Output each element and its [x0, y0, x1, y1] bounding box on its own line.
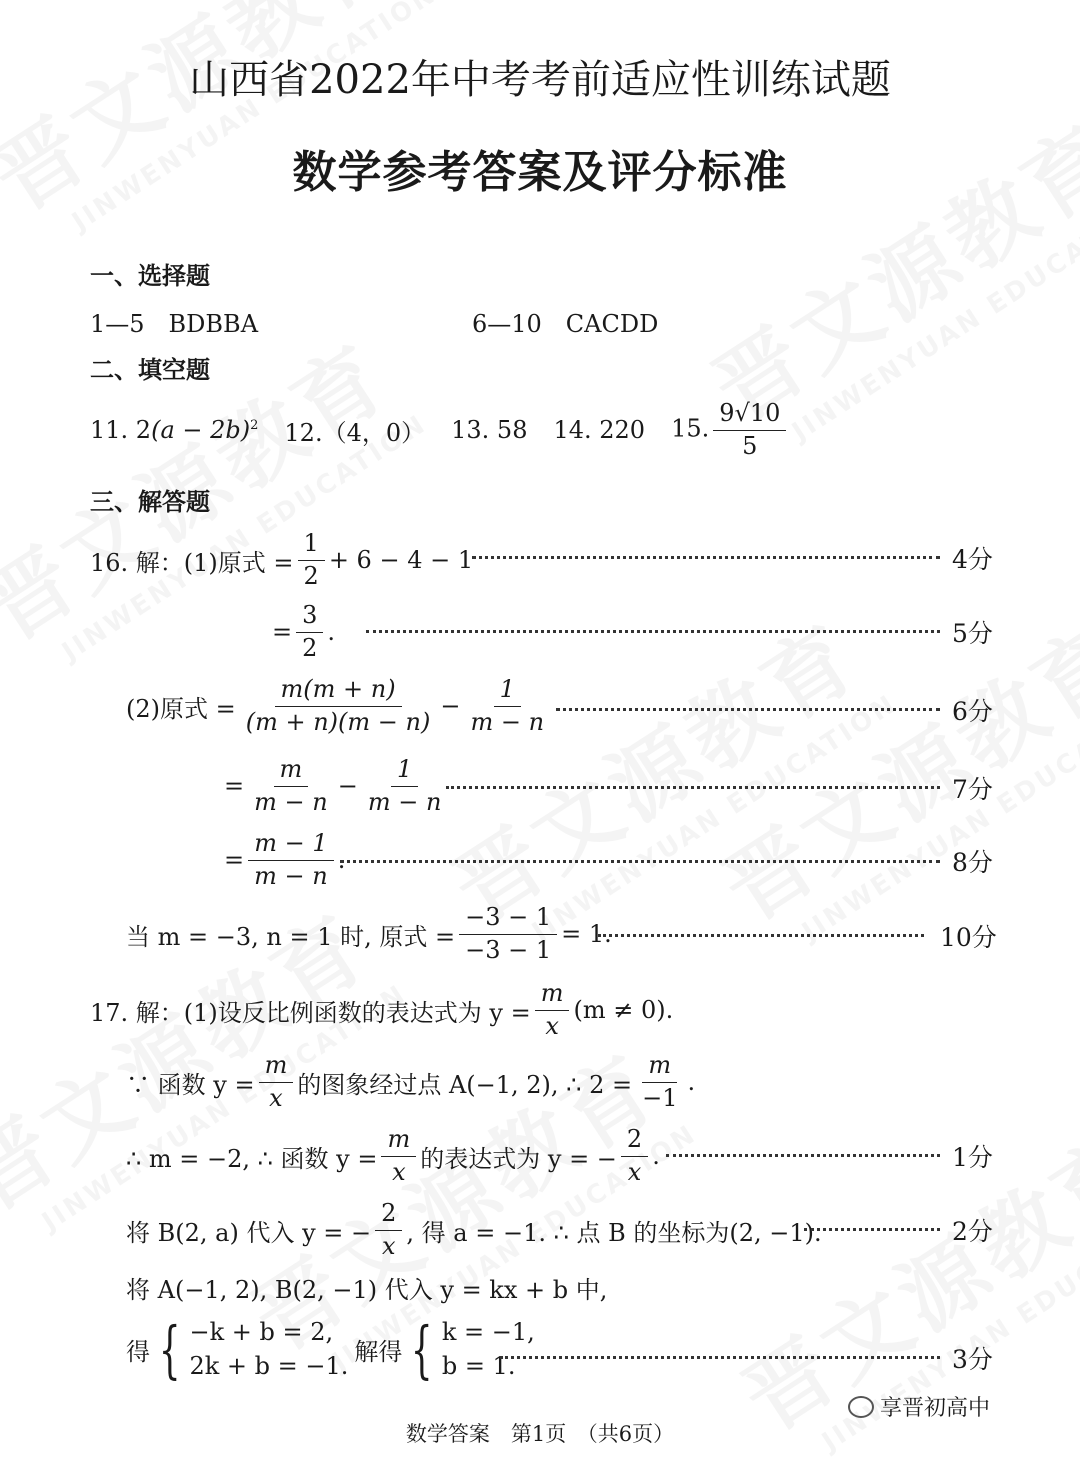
section-heading-solve: 三、解答题: [90, 488, 210, 516]
leader-dots: [366, 630, 940, 633]
watermark: [0, 0, 442, 259]
score-label: 2分: [952, 1217, 993, 1246]
answer-11: 11. $2(a - 2b)^2$: [90, 416, 259, 445]
score-label: 3分: [952, 1345, 993, 1374]
q17-line-4: 将 B(2, a) 代入 y = − $\frac{2}{x}$ , 得 a = −1. ∴ 点 B 的坐标为(2, −1).: [126, 1199, 822, 1260]
leader-dots: [446, 786, 940, 789]
score-label: 8分: [952, 848, 993, 877]
leader-dots: [804, 1228, 940, 1231]
document-subtitle: 数学参考答案及评分标准: [292, 147, 788, 198]
score-label: 6分: [952, 697, 993, 726]
answer-14: 14. 220: [553, 416, 646, 445]
section-heading-fill: 二、填空题: [90, 356, 210, 384]
score-label: 4分: [952, 545, 993, 574]
score-label: 7分: [952, 775, 993, 804]
score-label: 5分: [952, 619, 993, 648]
leader-dots: [556, 708, 940, 711]
q16-line-2: = $\frac{3}{2}$ .: [272, 601, 336, 662]
document-title: 山西省2022年中考考前适应性训练试题: [189, 57, 891, 103]
leader-dots: [666, 1154, 940, 1157]
q17-line-2: ∵ 函数 y = $\frac{m}{x}$ 的图象经过点 A(−1, 2), ∴ 2 = $\frac{m}{-1}$ .: [126, 1051, 696, 1112]
choice-answers-1-5: 1—5 BDBBA: [90, 310, 259, 338]
leader-dots: [340, 860, 940, 863]
left-brace-icon: {: [158, 1312, 181, 1386]
answer-15: 15. $\frac{9√10}{5}$: [671, 400, 790, 460]
section-heading-choice: 一、选择题: [90, 262, 210, 290]
left-brace-icon: {: [411, 1312, 433, 1386]
q17-line-6: 得 { −k + b = 2, 2k + b = −1. 解得 { k = −1, b = 1.: [126, 1312, 535, 1386]
q17-line-5: 将 A(−1, 2), B(2, −1) 代入 y = kx + b 中,: [126, 1276, 608, 1304]
q16-line-6: 当 m = −3, n = 1 时, 原式 = $\frac{-3 - 1}{-3 - 1}$ = 1.: [126, 903, 612, 964]
q16-line-4: = $\frac{m}{m - n}$ − $\frac{1}{m - n}$: [224, 755, 442, 816]
q16-line-5: = $\frac{m - 1}{m - n}$ .: [224, 829, 346, 890]
q16-line-3: (2)原式 = $\frac{m(m + n)}{(m + n)(m - n)}$ − $\frac{1}{m - n}$: [126, 675, 545, 736]
wechat-icon: [848, 1396, 874, 1418]
page-footer: 数学答案 第1页 （共6页）: [405, 1422, 675, 1446]
score-label: 1分: [952, 1143, 993, 1172]
wechat-logo: 享晋初高中: [848, 1391, 990, 1422]
fill-answers-row: [90, 400, 790, 460]
q16-line-1: 16. 解：(1)原式 = $\frac{1}{2}$ + 6 − 4 − 1: [90, 529, 474, 590]
q17-line-3: ∴ m = −2, ∴ 函数 y = $\frac{m}{x}$ 的表达式为 y = − $\frac{2}{x}$ .: [126, 1125, 660, 1186]
answer-13: 13. 58: [451, 416, 528, 445]
answer-12: 12.（4，0）: [284, 418, 426, 447]
score-label: 10分: [940, 923, 997, 952]
leader-dots: [598, 934, 924, 937]
watermark: [696, 585, 1080, 969]
choice-answers-6-10: 6—10 CACDD: [472, 310, 659, 338]
q17-line-1: 17. 解：(1)设反比例函数的表达式为 y = $\frac{m}{x}$ (m ≠ 0).: [90, 979, 674, 1040]
leader-dots: [500, 1356, 940, 1359]
leader-dots: [472, 556, 940, 559]
